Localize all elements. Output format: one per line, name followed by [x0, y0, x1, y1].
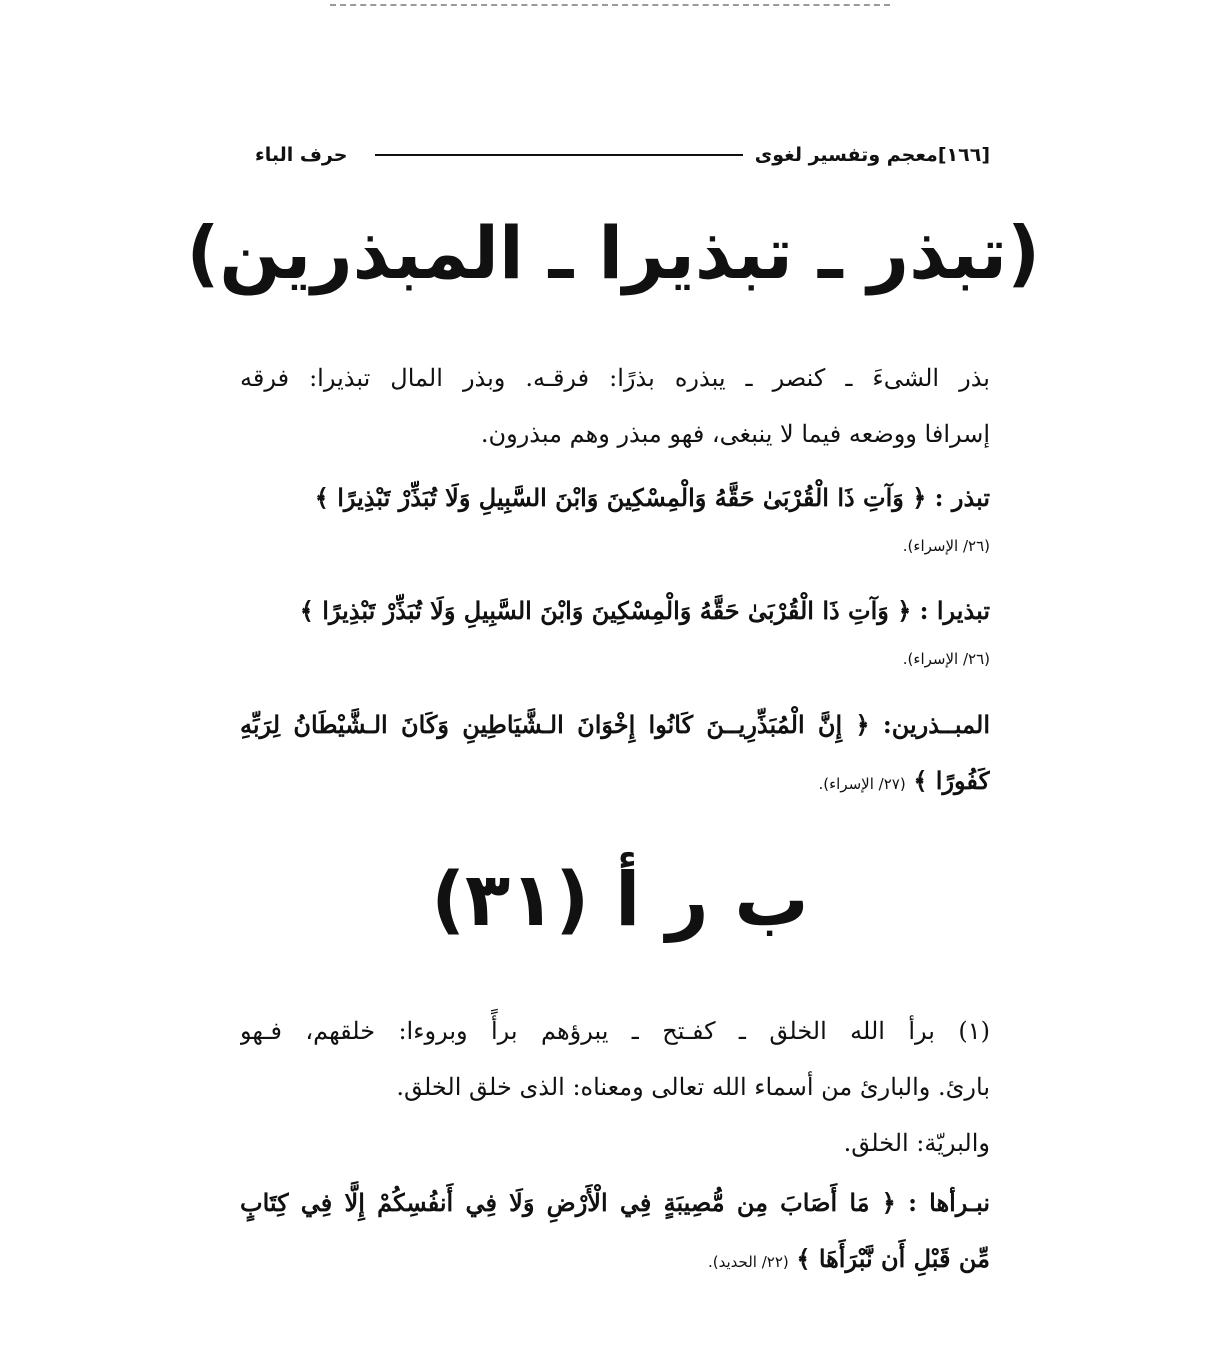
entry-1-usage-3 — [240, 697, 990, 809]
verse-reference: (٢٧/ الإسراء). — [818, 775, 906, 793]
section-title: حرف الباء — [255, 144, 348, 166]
header-rule — [375, 154, 742, 156]
headword: تبذر : — [934, 483, 990, 512]
running-head — [255, 138, 990, 172]
definition-line: بارئ. والبارئ من أسماء الله تعالى ومعناه: الذى خلق الخلق. — [396, 1073, 990, 1101]
headword: نبـرأها : — [908, 1188, 990, 1217]
usage-line — [240, 753, 990, 809]
verse-reference: (٢٢/ الحديد). — [707, 1253, 789, 1271]
headword: المبــذرين: — [882, 710, 990, 739]
headword: تبذيرا : — [919, 596, 990, 625]
quran-verse: ﴿ وَآتِ ذَا الْقُرْبَىٰ حَقَّهُ وَالْمِسْكِينَ وَابْنَ السَّبِيلِ وَلَا تُبَذِّرْ تَبْذِيرًا ﴾ — [299, 596, 912, 625]
entry-heading-bara: ب ر أ (٣١) — [431, 857, 809, 943]
entry-1-definition — [240, 350, 990, 462]
quran-verse: ﴿ مَا أَصَابَ مِن مُّصِيبَةٍ فِي الْأَرْضِ وَلَا فِي أَنفُسِكُمْ إِلَّا فِي كِتَابٍ — [240, 1188, 896, 1217]
page-number-and-book-title: [١٦٦]معجم وتفسير لغوى — [754, 144, 990, 166]
usage-line — [240, 697, 990, 753]
usage-line — [240, 583, 990, 639]
verse-reference: (٢٦/ الإسراء). — [902, 537, 990, 555]
entry-1-usage-2 — [240, 583, 990, 679]
quran-verse: ﴿ إِنَّ الْمُبَذِّرِيــنَ كَانُوا إِخْوَانَ الـشَّيَاطِينِ وَكَانَ الـشَّيْطَانُ لِرَبِّهِ — [240, 710, 870, 739]
usage-line — [240, 1231, 990, 1287]
entry-2-definition — [240, 1003, 990, 1171]
usage-line — [240, 1175, 990, 1231]
usage-line — [240, 470, 990, 526]
definition-line: إسرافا ووضعه فيما لا ينبغى، فهو مبذر وهم مبذرون. — [480, 420, 990, 448]
quran-verse-end: مِّن قَبْلِ أَن نَّبْرَأَهَا ﴾ — [796, 1244, 990, 1273]
definition-line: والبريّة: الخلق. — [843, 1129, 990, 1157]
quran-verse-end: كَفُورًا ﴾ — [913, 766, 990, 795]
entry-2-usage-1 — [240, 1175, 990, 1287]
scan-edge-mark — [330, 4, 890, 6]
definition-line: (١) برأ الله الخلق ـ كفـتح ـ يبرؤهم برأً وبروءا: خلقهم، فـهو — [240, 1017, 990, 1045]
entry-1-usage-1 — [240, 470, 990, 566]
entry-heading-tabdhir: (تبذر ـ تبذيرا ـ المبذرين) — [186, 211, 1040, 295]
quran-verse: ﴿ وَآتِ ذَا الْقُرْبَىٰ حَقَّهُ وَالْمِسْكِينَ وَابْنَ السَّبِيلِ وَلَا تُبَذِّرْ تَبْذِيرًا ﴾ — [314, 483, 927, 512]
verse-reference: (٢٦/ الإسراء). — [902, 650, 990, 668]
definition-line: بذر الشىءَ ـ كنصر ـ يبذره بذرًا: فرقـه. وبذر المال تبذيرا: فرقه — [240, 364, 990, 392]
